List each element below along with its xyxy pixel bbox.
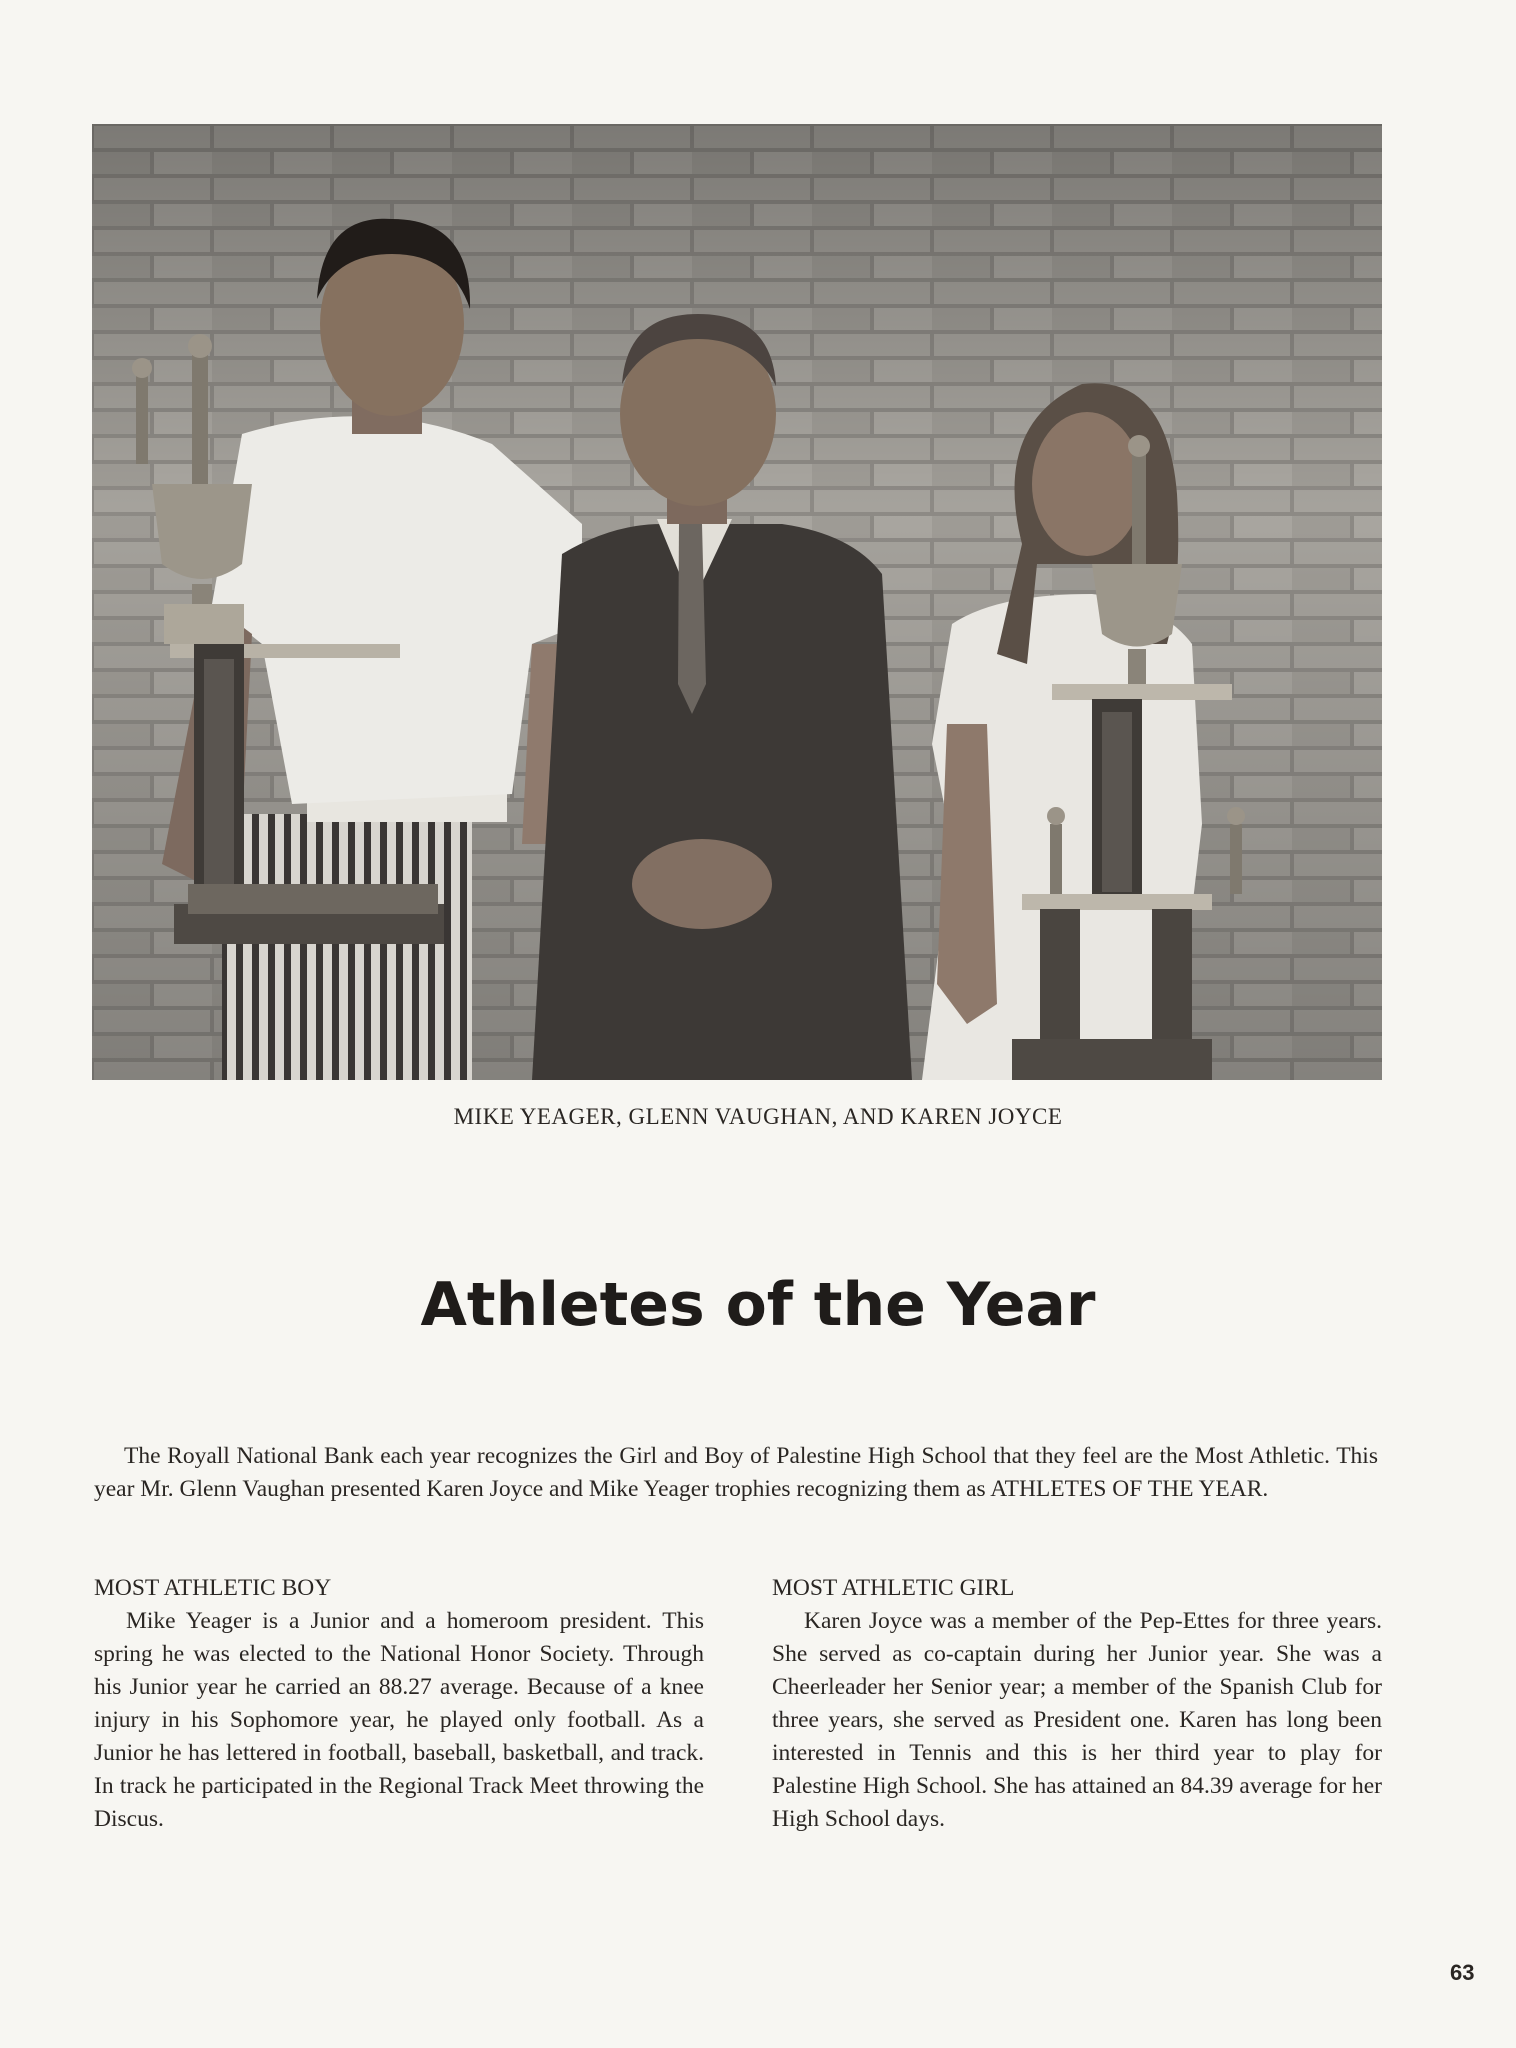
most-athletic-boy-section [94,1572,704,1836]
page-number: 63 [1450,1960,1475,1985]
girl-heading: MOST ATHLETIC GIRL [772,1575,1015,1601]
girl-paragraph: Karen Joyce was a member of the Pep-Ettes for three years. She served as co-captain during her Junior year. She was a Cheerleader her Senior year; a member of the Spanish Club for three years, she served as President one. Karen has long been interested in Tennis and this is her third year to play for Palestine High School. She has attained an 84.39 average for her High School days. [772,1608,1382,1832]
page-title: Athletes of the Year [420,1270,1096,1340]
boy-paragraph: Mike Yeager is a Junior and a homeroom president. This spring he was elected to the National Honor Society. Through his Junior year he carried an 88.27 average. Because of a knee injury in his Sophomore year, he played only football. As a Junior he has lettered in football, baseball, basketball, and track. In track he participated in the Regional Track Meet throwing the Discus. [94,1608,704,1832]
most-athletic-girl-section [772,1572,1382,1836]
intro-paragraph: The Royall National Bank each year recognizes the Girl and Boy of Palestine High School that they feel are the Most Athletic. This year Mr. Glenn Vaughan presented Karen Joyce and Mike Yeager trophies recognizing them as ATHLETES OF THE YEAR. [94,1443,1378,1502]
photo-illustration [92,124,1382,1080]
photo-caption: MIKE YEAGER, GLENN VAUGHAN, AND KAREN JOYCE [453,1104,1063,1129]
boy-heading: MOST ATHLETIC BOY [94,1575,332,1601]
group-photo [92,124,1382,1080]
